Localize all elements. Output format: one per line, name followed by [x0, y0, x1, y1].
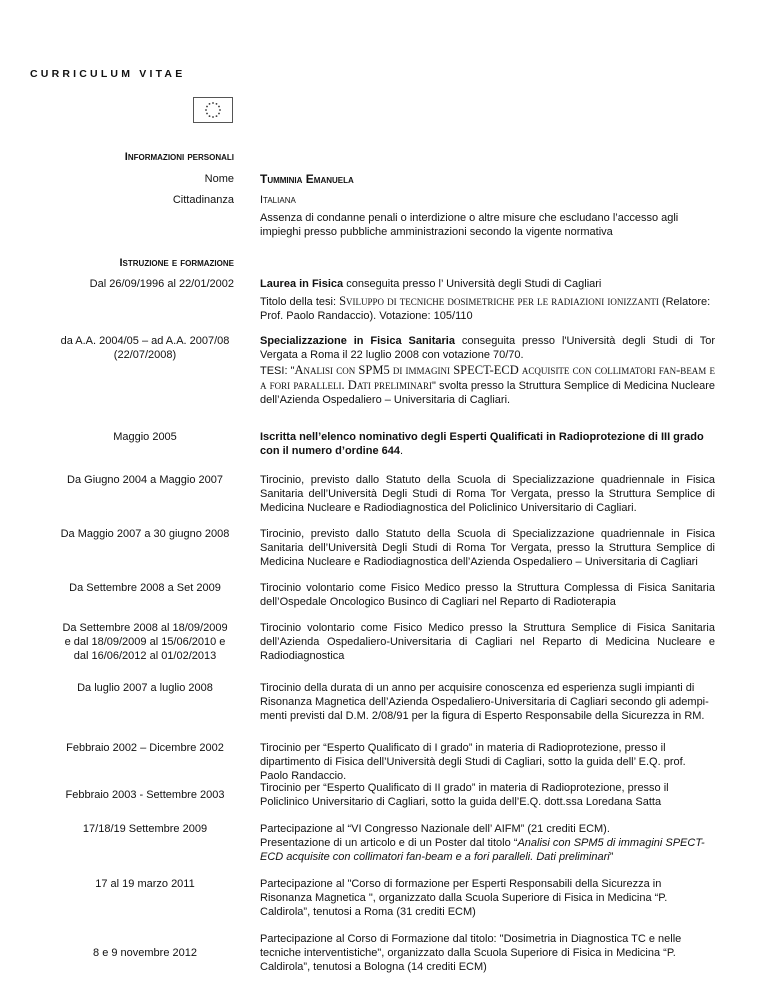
entry-date: 17 al 19 marzo 2011 — [95, 878, 195, 890]
entry-description: Tirocinio, previsto dallo Statuto della Scuola di Specializzazione quadriennale in Fisica Sanitaria dell’Università Degli Studi di Roma Tor Vergata, presso la Struttura Semplice di Medicina Nucleare e Radiodiagnostica dell’Azienda Ospedaliero – Universitaria di Cagliari — [260, 528, 715, 568]
entry-date: Dal 26/09/1996 al 22/01/2002 — [89, 278, 234, 290]
eu-stars-icon — [194, 98, 232, 122]
entry-description: Tirocinio, previsto dallo Statuto della Scuola di Specializzazione quadriennale in Fisica Sanitaria dell’Università Degli Studi di Roma Tor Vergata, presso la Struttura Semplice di Medicina Nucleare e Radiodiagnostica del Policlinico Universitario di Cagliari. — [260, 474, 715, 514]
thesis-suffix: (Relatore: Prof. Paolo Randaccio). Votazione: 105/110 — [260, 296, 711, 322]
entry-date: 8 e 9 novembre 2012 — [93, 947, 197, 959]
entry-description — [260, 822, 715, 864]
entry-description — [260, 334, 715, 407]
entry-date: Da Giugno 2004 a Maggio 2007 — [67, 474, 223, 486]
entry-date-line: (22/07/2008) — [113, 349, 177, 361]
entry-date-line: dal 16/06/2012 al 01/02/2013 — [73, 650, 217, 662]
poster-prefix: Presentazione di un articolo e di un Poster dal titolo “ — [260, 837, 518, 849]
entry-description: Tirocinio della durata di un anno per acquisire conoscenza ed esperienza sugli impianti di Risonanza Magnetica dell’Azienda Ospedaliero-Universitaria di Cagliari secondo gli adempi-menti previsti dal D.M. 2/08/91 per la figura di Esperto Responsabile della Sicurezza in RM. — [260, 682, 709, 722]
degree-title: Laurea in Fisica — [260, 278, 344, 290]
qualification-suffix: . — [399, 445, 404, 457]
thesis-suffix: " svolta presso la Struttura Semplice di Medicina Nucleare dell’Azienda Ospedaliero – Universitaria di Cagliari. — [260, 380, 715, 406]
thesis-prefix: Titolo della tesi: — [260, 296, 340, 308]
entry-description: Tirocinio volontario come Fisico Medico presso la Struttura Semplice di Fisica Sanitaria dell’Azienda Ospedaliero-Universitaria di Cagliari nel Reparto di Medicina Nucleare e Radiodiagnostica — [260, 622, 715, 662]
citizenship-value: Italiana — [260, 194, 296, 206]
name-label: Nome — [204, 173, 234, 185]
specialization-text: conseguita presso l'Università degli Studi di Tor Vergata a Roma il 22 luglio 2008 con votazione 70/70. — [260, 335, 715, 361]
poster-suffix: ” — [609, 851, 614, 863]
name-value: Tumminia Emanuela — [260, 172, 354, 186]
thesis-title: Sviluppo di tecniche dosimetriche per le radiazioni ionizzanti — [339, 294, 659, 308]
entry-date: Febbraio 2003 - Settembre 2003 — [65, 789, 225, 801]
section-personal-info: Informazioni personali — [124, 151, 234, 163]
entry-date: Da Maggio 2007 a 30 giugno 2008 — [60, 528, 230, 540]
entry-description: Tirocinio volontario come Fisico Medico presso la Struttura Complessa di Fisica Sanitaria dell’Ospedale Oncologico Businco di Cagliari nel Reparto di Radioterapia — [260, 582, 715, 608]
entry-date: Febbraio 2002 – Dicembre 2002 — [66, 742, 224, 754]
thesis-title: Analisi con SPM5 di immagini SPECT-ECD acquisite con collimatori fan-beam e a fori paralleli. Dati preliminari — [260, 363, 715, 392]
entry-description — [260, 277, 715, 323]
entry-date: Da luglio 2007 a luglio 2008 — [77, 682, 213, 694]
entry-description: Partecipazione al Corso di Formazione dal titolo: "Dosimetria in Diagnostica TC e nelle tecniche interventistiche", organizzato dalla Scuola Superiore di Fisica in Medicina “P. Caldirola”, tenutosi a Bologna (14 crediti ECM) — [260, 933, 682, 973]
entry-date — [0, 621, 290, 663]
entry-date-line: da A.A. 2004/05 – ad A.A. 2007/08 — [60, 335, 230, 347]
cv-title: CURRICULUM VITAE — [30, 68, 186, 80]
entry-description: Tirocinio per “Esperto Qualificato di II grado” in materia di Radioprotezione, presso il Policlinico Universitario di Cagliari, sotto la guida dell’E.Q. dott.ssa Loredana Satta — [260, 782, 669, 808]
poster-title: Analisi con SPM5 di immagini SPECT-ECD acquisite con collimatori fan-beam e a fori paralleli. Dati preliminari — [260, 837, 705, 863]
specialization-title: Specializzazione in Fisica Sanitaria — [260, 335, 455, 347]
entry-date-line: e dal 18/09/2009 al 15/06/2010 e — [64, 636, 226, 648]
thesis-prefix: TESI: " — [260, 365, 295, 377]
entry-date: 17/18/19 Settembre 2009 — [82, 823, 208, 835]
entry-date — [0, 334, 290, 362]
entry-date: Maggio 2005 — [113, 431, 177, 443]
entry-date: Da Settembre 2008 a Set 2009 — [69, 582, 221, 594]
criminal-record-statement: Assenza di condanne penali o interdizione o altre misure che escludano l’accesso agli impieghi presso pubbliche amministrazioni secondo la vigente normativa — [260, 212, 679, 238]
qualification-text: Iscritta nell’elenco nominativo degli Esperti Qualificati in Radioprotezione di III grado con il numero d’ordine 644 — [260, 431, 704, 457]
entry-description: Tirocinio per “Esperto Qualificato di I grado” in materia di Radioprotezione, presso il dipartimento di Fisica dell’Università degli Studi di Cagliari, sotto la guida dell’ E.Q. prof. Paolo Randaccio. — [260, 742, 686, 782]
entry-description: Partecipazione al "Corso di formazione per Esperti Responsabili della Sicurezza in Risonanza Magnetica ", organizzato dalla Scuola Superiore di Fisica in Medicina “P. Caldirola”, tenutosi a Roma (31 crediti ECM) — [260, 878, 668, 918]
section-education: Istruzione e formazione — [119, 257, 234, 269]
eu-flag-icon — [193, 97, 233, 123]
entry-description — [260, 430, 715, 458]
congress-text: Partecipazione al “VI Congresso Nazionale dell’ AIFM” (21 crediti ECM). — [260, 823, 610, 835]
degree-text: conseguita presso l’ Università degli Studi di Cagliari — [343, 278, 602, 290]
entry-date-line: Da Settembre 2008 al 18/09/2009 — [62, 622, 228, 634]
citizenship-label: Cittadinanza — [172, 194, 234, 206]
